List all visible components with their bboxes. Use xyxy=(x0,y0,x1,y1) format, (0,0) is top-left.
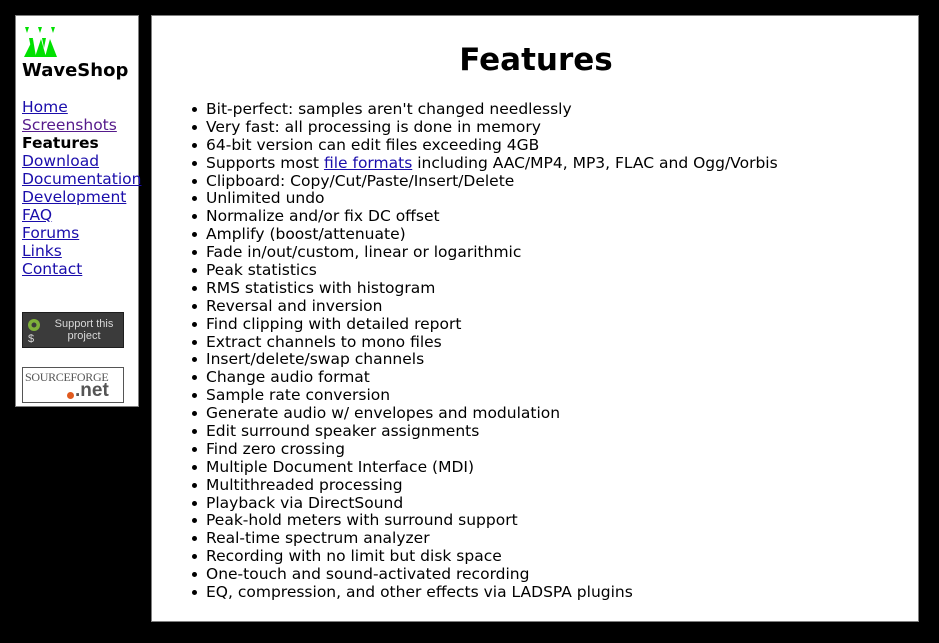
feature-item xyxy=(188,583,778,601)
feature-text: EQ, compression, and other effects via LADSPA plugins xyxy=(206,583,633,602)
sidebar-nav-item xyxy=(22,134,142,152)
nav-contact[interactable]: Contact xyxy=(22,260,83,278)
feature-item xyxy=(188,279,778,297)
support-line-2: project xyxy=(67,330,101,342)
sidebar-nav-item xyxy=(22,260,142,278)
feature-item xyxy=(188,565,778,583)
file-formats-link[interactable]: file formats xyxy=(323,153,413,172)
sidebar-nav-item xyxy=(22,152,142,170)
sidebar-nav-item xyxy=(22,242,142,260)
feature-text: Find clipping with detailed report xyxy=(206,314,462,333)
feature-text: Amplify (boost/attenuate) xyxy=(206,225,406,244)
bullet-icon xyxy=(192,268,197,273)
feature-text: Find zero crossing xyxy=(206,439,345,458)
nav-features: Features xyxy=(22,134,99,152)
sourceforge-badge[interactable] xyxy=(22,367,124,403)
sidebar-nav xyxy=(22,98,142,278)
feature-item xyxy=(188,458,778,476)
feature-text: Insert/delete/swap channels xyxy=(206,350,425,369)
bullet-icon xyxy=(192,590,197,595)
page-title: Features xyxy=(459,42,613,78)
bullet-icon xyxy=(192,125,197,130)
feature-item xyxy=(188,404,778,422)
sidebar-nav-item xyxy=(22,116,142,134)
feature-item xyxy=(188,494,778,512)
feature-text: Reversal and inversion xyxy=(206,296,383,315)
feature-text: including AAC/MP4, MP3, FLAC and Ogg/Vorbis xyxy=(412,153,778,172)
bullet-icon xyxy=(192,572,197,577)
feature-item xyxy=(188,386,778,404)
feature-item xyxy=(188,261,778,279)
nav-screenshots[interactable]: Screenshots xyxy=(22,116,117,134)
nav-forums[interactable]: Forums xyxy=(22,224,80,242)
feature-text: Multiple Document Interface (MDI) xyxy=(206,457,475,476)
feature-text: Normalize and/or fix DC offset xyxy=(206,207,440,226)
feature-text: Very fast: all processing is done in memory xyxy=(206,117,541,136)
bullet-icon xyxy=(192,107,197,112)
feature-text: Clipboard: Copy/Cut/Paste/Insert/Delete xyxy=(206,171,515,190)
sidebar-nav-item xyxy=(22,188,142,206)
sourceforge-bottom-text: .net xyxy=(75,380,109,401)
feature-text: 64-bit version can edit files exceeding 4GB xyxy=(206,135,540,154)
bullet-icon xyxy=(192,250,197,255)
nav-links[interactable]: Links xyxy=(22,242,62,260)
bullet-icon xyxy=(192,286,197,291)
sidebar-nav-item xyxy=(22,224,142,242)
feature-item xyxy=(188,207,778,225)
feature-text: Fade in/out/custom, linear or logarithmic xyxy=(206,243,522,262)
bullet-icon xyxy=(192,340,197,345)
bullet-icon xyxy=(192,483,197,488)
bullet-icon xyxy=(192,196,197,201)
waveshop-logo-icon[interactable] xyxy=(24,26,58,58)
feature-item xyxy=(188,529,778,547)
feature-text: Real-time spectrum analyzer xyxy=(206,529,430,548)
bullet-icon xyxy=(192,161,197,166)
feature-text: Extract channels to mono files xyxy=(206,332,442,351)
feature-item xyxy=(188,189,778,207)
features-list xyxy=(188,100,778,601)
feature-item xyxy=(188,476,778,494)
support-project-label xyxy=(45,318,123,342)
feature-item xyxy=(188,297,778,315)
nav-download[interactable]: Download xyxy=(22,152,100,170)
feature-text: Edit surround speaker assignments xyxy=(206,422,480,441)
bullet-icon xyxy=(192,322,197,327)
bullet-icon xyxy=(192,501,197,506)
bullet-icon xyxy=(192,536,197,541)
feature-text: Multithreaded processing xyxy=(206,475,403,494)
feature-text: One-touch and sound-activated recording xyxy=(206,565,530,584)
feature-text: Generate audio w/ envelopes and modulation xyxy=(206,404,561,423)
sidebar xyxy=(15,15,142,407)
nav-development[interactable]: Development xyxy=(22,188,127,206)
sidebar-nav-item xyxy=(22,98,142,116)
feature-text: Unlimited undo xyxy=(206,189,325,208)
nav-documentation[interactable]: Documentation xyxy=(22,170,142,188)
feature-item xyxy=(188,243,778,261)
feature-text: Peak-hold meters with surround support xyxy=(206,511,518,530)
feature-text: Recording with no limit but disk space xyxy=(206,547,502,566)
feature-item xyxy=(188,225,778,243)
bullet-icon xyxy=(192,554,197,559)
gear-icon xyxy=(23,313,45,347)
bullet-icon xyxy=(192,179,197,184)
bullet-icon xyxy=(192,393,197,398)
feature-item xyxy=(188,547,778,565)
feature-text: RMS statistics with histogram xyxy=(206,278,436,297)
feature-item xyxy=(188,118,778,136)
nav-faq[interactable]: FAQ xyxy=(22,206,53,224)
sourceforge-top-text: SOURCEFORGE xyxy=(25,370,109,384)
feature-text: Sample rate conversion xyxy=(206,386,391,405)
support-line-1: Support this xyxy=(54,318,114,330)
bullet-icon xyxy=(192,518,197,523)
feature-text: Peak statistics xyxy=(206,261,317,280)
support-project-button[interactable] xyxy=(22,312,124,348)
nav-home[interactable]: Home xyxy=(22,98,68,116)
feature-item xyxy=(188,315,778,333)
feature-item xyxy=(188,154,778,172)
main-content xyxy=(151,15,919,622)
feature-item xyxy=(188,136,778,154)
feature-text: Playback via DirectSound xyxy=(206,493,404,512)
bullet-icon xyxy=(192,429,197,434)
feature-item xyxy=(188,368,778,386)
feature-text: Supports most xyxy=(206,153,324,172)
bullet-icon xyxy=(192,375,197,380)
feature-item xyxy=(188,333,778,351)
feature-item xyxy=(188,422,778,440)
feature-item xyxy=(188,100,778,118)
bullet-icon xyxy=(192,304,197,309)
sourceforge-dot-icon xyxy=(67,392,74,399)
feature-item xyxy=(188,511,778,529)
bullet-icon xyxy=(192,411,197,416)
bullet-icon xyxy=(192,447,197,452)
feature-text: Bit-perfect: samples aren't changed needlessly xyxy=(206,100,572,118)
bullet-icon xyxy=(192,232,197,237)
sidebar-nav-item xyxy=(22,206,142,224)
bullet-icon xyxy=(192,143,197,148)
feature-item xyxy=(188,440,778,458)
bullet-icon xyxy=(192,357,197,362)
sidebar-nav-item xyxy=(22,170,142,188)
feature-item xyxy=(188,350,778,368)
svg-text:$: $ xyxy=(28,333,35,345)
bullet-icon xyxy=(192,214,197,219)
feature-item xyxy=(188,172,778,190)
site-name: WaveShop xyxy=(22,60,129,81)
bullet-icon xyxy=(192,465,197,470)
feature-text: Change audio format xyxy=(206,368,370,387)
